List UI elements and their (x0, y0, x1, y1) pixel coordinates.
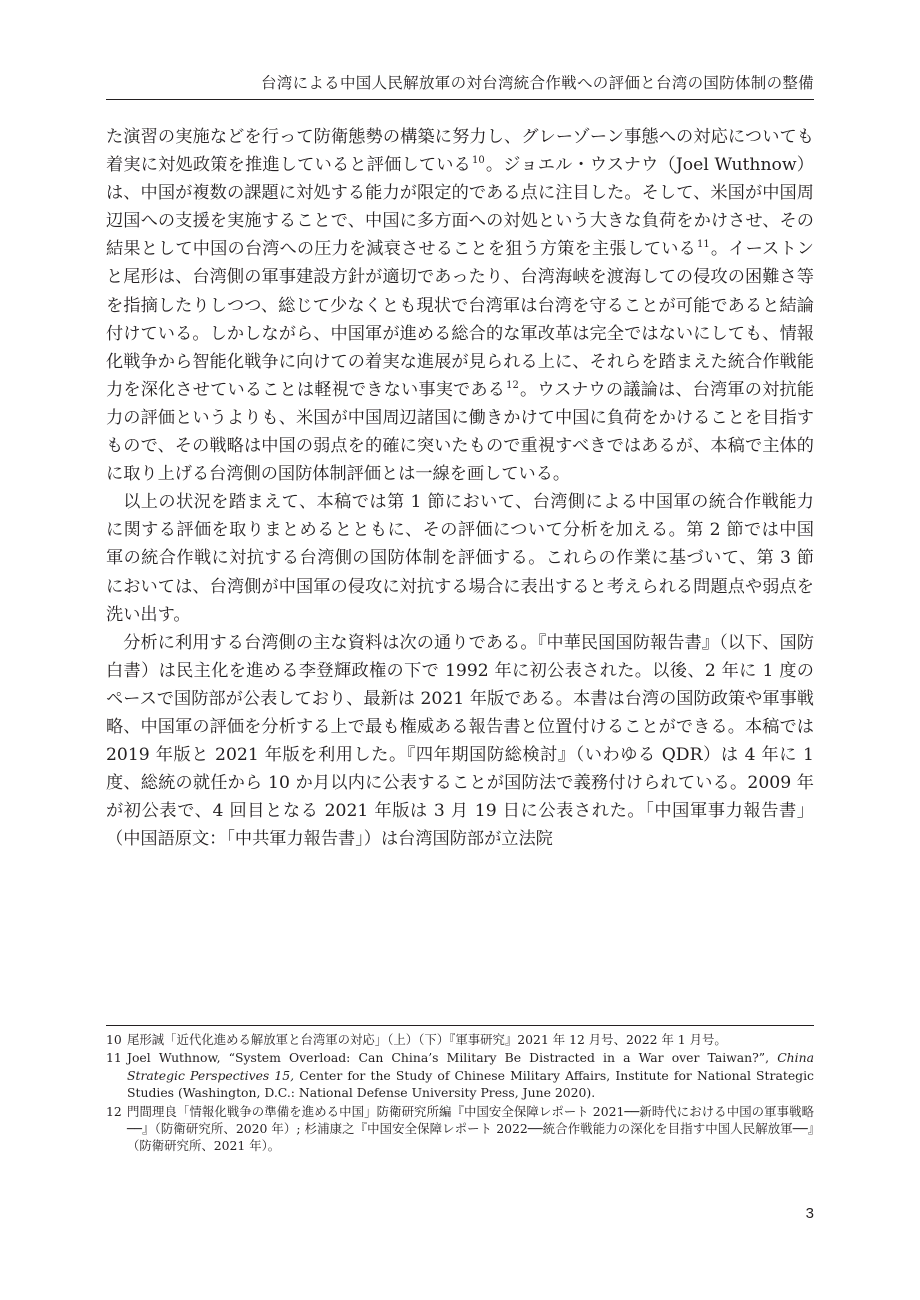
paragraph-1-part-a: た演習の実施などを行って防衛態勢の構築に努力し、グレーゾーン事態への対応についても着実に対処政策を推進していると評価している (106, 127, 814, 176)
paragraph-1-part-d: 。ウスナウの議論は、台湾軍の対抗能力の評価というよりも、米国が中国周辺諸国に働きかけて中国に負荷をかけることを目指すもので、その戦略は中国の弱点を的確に突いたもので重視すべきではあるが、本稿で主体的に取り上げる台湾側の国防体制評価とは一線を画している。 (106, 379, 814, 485)
footnotes (106, 1031, 814, 1156)
paragraph-1-part-c: 。イーストンと尾形は、台湾側の軍事建設方針が適切であったり、台湾海峡を渡海しての侵攻の困難さ等を指摘したりしつつ、総じて少なくとも現状で台湾軍は台湾を守ることが可能であると結論付けている。しかしながら、中国軍が進める総合的な軍改革は完全ではないにしても、情報化戦争から智能化戦争に向けての着実な進展が見られる上に、それらを踏まえた統合作戦能力を深化させていることは軽視できない事実である (106, 239, 814, 400)
footnote-ref-10: 10 (472, 155, 485, 167)
footnote-11 (106, 1049, 814, 1101)
header-rule (106, 99, 814, 100)
paragraph-3: 分析に利用する台湾側の主な資料は次の通りである。『中華民国国防報告書』（以下、国防白書）は民主化を進める李登輝政権の下で 1992 年に初公表された。以後、2 年に 1 度のペースで国防部が公表しており、最新は 2021 年版である。本書は台湾の国防政策や軍事戦略、中国軍の評価を分析する上で最も権威ある報告書と位置付けることができる。本稿では 2019 年版と 2021 年版を利用した。『四年期国防総検討』（いわゆる QDR）は 4 年に 1 度、総統の就任から 10 か月以内に公表することが国防法で義務付けられている。2009 年が初公表で、4 回目となる 2021 年版は 3 月 19 日に公表された。「中国軍事力報告書」（中国語原文：「中共軍力報告書」）は台湾国防部が立法院 (106, 632, 814, 850)
page-number: 3 (805, 1205, 814, 1222)
footnote-number: 11 (106, 1050, 122, 1066)
body-text (106, 123, 814, 853)
footnote-text-post: Center for the Study of Chinese Military Affairs, Institute for National Strategic Studies (Washington, D.C.: National Defense University Press, June 2020). (127, 1067, 814, 1101)
paragraph-1 (106, 123, 814, 488)
footnote-rule (106, 1025, 814, 1026)
footnote-text: 尾形誠「近代化進める解放軍と台湾軍の対応」（上）（下）『軍事研究』2021 年 12 月号、2022 年 1 月号。 (127, 1032, 727, 1047)
footnote-text-pre: Joel Wuthnow, “System Overload: Can China’s Military Be Distracted in a War over Taiwan?”, (127, 1050, 778, 1066)
footnote-10 (106, 1031, 814, 1048)
footnote-number: 10 (106, 1032, 122, 1047)
paragraph-1-part-b: 。ジョエル・ウスナウ（Joel Wuthnow）は、中国が複数の課題に対処する能力が限定的である点に注目した。そして、米国が中国周辺国への支援を実施することで、中国に多方面への対処という大きな負荷をかけさせ、その結果として中国の台湾への圧力を減衰させることを狙う方策を主張している (106, 155, 814, 260)
footnote-series-title: China Strategic Perspectives 15, (127, 1050, 814, 1083)
footnote-ref-12: 12 (506, 379, 519, 391)
running-head: 台湾による中国人民解放軍の対台湾統合作戦への評価と台湾の国防体制の整備 (260, 74, 814, 92)
paragraph-2: 以上の状況を踏まえて、本稿では第 1 節において、台湾側による中国軍の統合作戦能力に関する評価を取りまとめるとともに、その評価について分析を加える。第 2 節では中国軍の統合作戦に対抗する台湾側の国防体制を評価する。これらの作業に基づいて、第 3 節においては、台湾側が中国軍の侵攻に対抗する場合に表出すると考えられる問題点や弱点を洗い出す。 (106, 492, 814, 625)
footnote-12 (106, 1103, 814, 1155)
footnote-text (127, 1049, 814, 1101)
footnote-text: 門間理良「情報化戦争の準備を進める中国」防衛研究所編『中国安全保障レポート 2021──新時代における中国の軍事戦略──』（防衛研究所、2020 年）; 杉浦康之『中国安全保障レポート 2022──統合作戦能力の深化を目指す中国人民解放軍──』（防衛研究所、2021 年）。 (127, 1103, 814, 1154)
footnote-ref-11: 11 (697, 239, 710, 251)
footnote-number: 12 (106, 1103, 122, 1119)
